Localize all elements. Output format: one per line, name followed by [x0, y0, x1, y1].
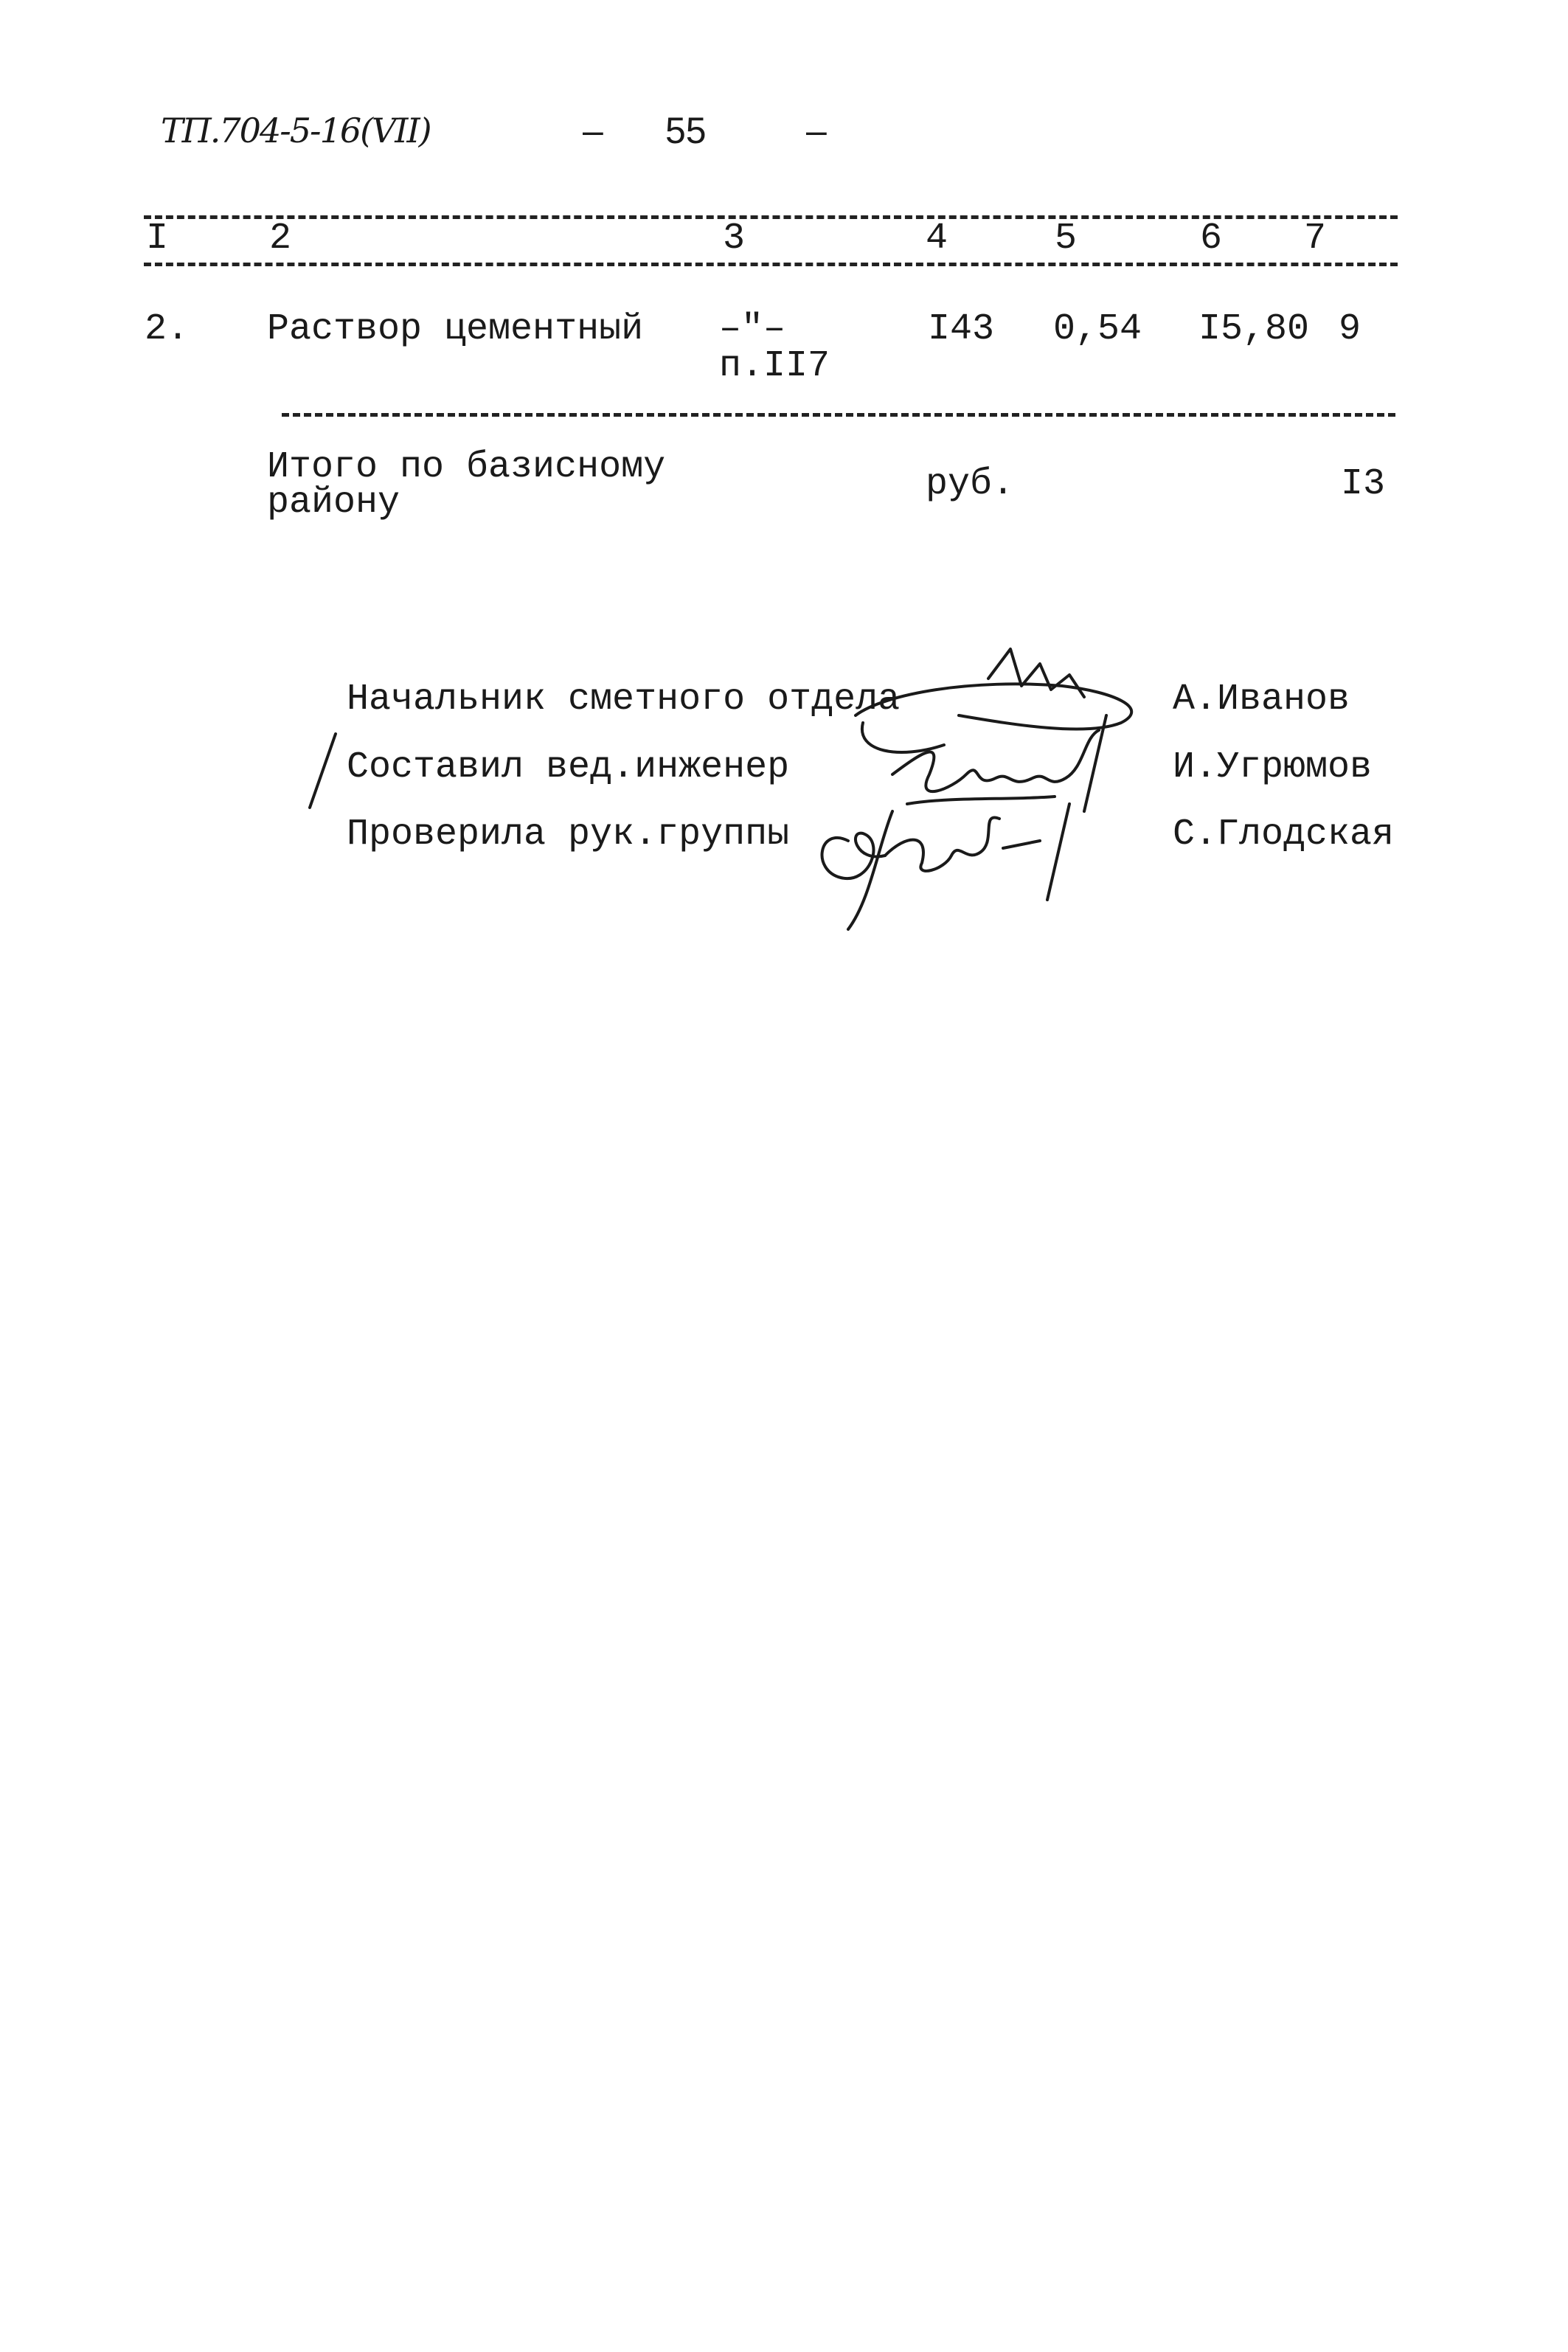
handwritten-signature-3: [804, 782, 1114, 944]
row-col7-value: 9: [1339, 308, 1361, 350]
row-col6-value: I5,80: [1198, 308, 1310, 350]
table-header-rule: [144, 263, 1398, 266]
page-number-suffix: –: [806, 110, 827, 151]
column-header-2: 2: [269, 218, 292, 260]
column-header-3: 3: [723, 218, 746, 260]
total-label-line1: Итого по базисному: [267, 446, 666, 488]
handwritten-mark: [302, 730, 347, 819]
row-col4-value: I43: [928, 308, 995, 350]
total-unit: руб.: [926, 463, 1015, 505]
row-reference-clause: п.II7: [719, 345, 830, 387]
row-reference-ditto: –"–: [719, 308, 786, 350]
signature-role-1: Начальник сметного отдела: [347, 679, 901, 721]
column-header-4: 4: [926, 218, 948, 260]
column-header-6: 6: [1200, 218, 1223, 260]
signature-role-3: Проверила рук.группы: [347, 814, 790, 856]
signature-name-2: И.Угрюмов: [1173, 746, 1373, 788]
column-header-5: 5: [1055, 218, 1078, 260]
page-number-prefix: –: [583, 110, 603, 151]
signature-name-3: С.Глодская: [1173, 814, 1395, 856]
signature-name-1: А.Иванов: [1173, 679, 1350, 721]
row-number: 2.: [145, 308, 190, 350]
signature-role-2: Составил вед.инженер: [347, 746, 790, 788]
document-code: ТП.704-5-16(VII): [161, 111, 431, 150]
row-item-name: Раствор цементный: [267, 308, 644, 350]
total-value: I3: [1341, 463, 1386, 505]
column-header-7: 7: [1304, 218, 1327, 260]
total-label-line2: району: [267, 482, 400, 524]
page-number: 55: [665, 110, 707, 151]
column-header-1: I: [146, 218, 169, 260]
row-col5-value: 0,54: [1053, 308, 1142, 350]
total-separator-rule: [282, 413, 1395, 417]
